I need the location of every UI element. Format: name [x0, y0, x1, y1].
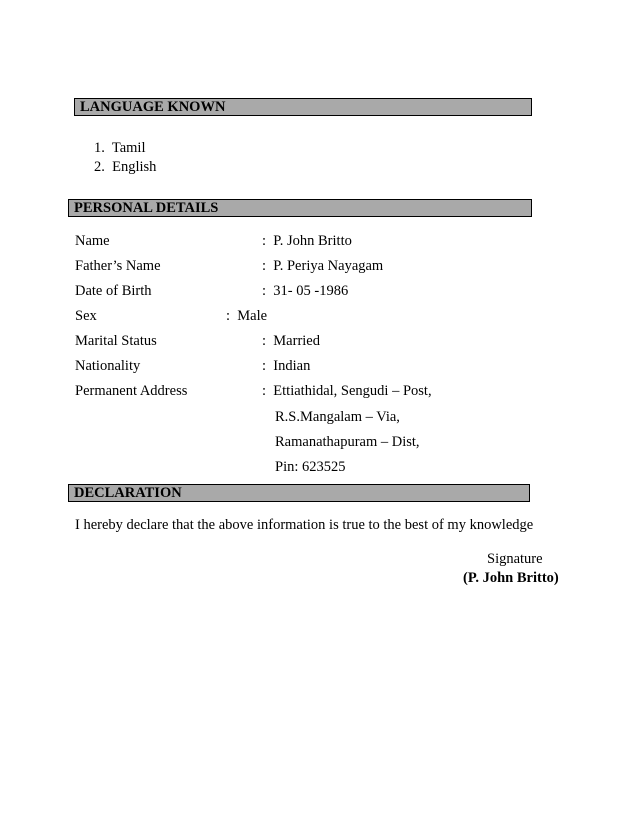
- value-text: 31- 05 -1986: [273, 283, 349, 299]
- declaration-header: DECLARATION: [68, 484, 530, 502]
- field-value-nationality: [262, 358, 310, 375]
- field-value-dob: [262, 283, 348, 300]
- language-item: [94, 159, 156, 176]
- separator: :: [262, 358, 267, 374]
- address-line: Ramanathapuram – Dist,: [275, 434, 420, 450]
- field-value-address: [262, 383, 432, 400]
- language-item: [94, 140, 146, 157]
- separator: :: [262, 233, 267, 249]
- field-value-marital-status: [262, 333, 320, 350]
- value-text: P. Periya Nayagam: [273, 258, 384, 274]
- separator: :: [262, 258, 267, 274]
- list-number: 1.: [94, 140, 105, 156]
- address-line: R.S.Mangalam – Via,: [275, 409, 400, 425]
- field-label-dob: Date of Birth: [75, 283, 152, 299]
- field-value-fathers-name: [262, 258, 383, 275]
- field-label-fathers-name: Father’s Name: [75, 258, 161, 274]
- language-name: English: [112, 159, 157, 175]
- list-number: 2.: [94, 159, 105, 175]
- personal-details-header: PERSONAL DETAILS: [68, 199, 532, 217]
- field-label-sex: Sex: [75, 308, 97, 324]
- separator: :: [262, 383, 267, 399]
- separator: :: [262, 333, 267, 349]
- signature-label: Signature: [487, 551, 543, 567]
- value-text: Ettiathidal, Sengudi – Post,: [273, 383, 432, 399]
- field-value-sex: [226, 308, 267, 325]
- separator: :: [262, 283, 267, 299]
- field-label-nationality: Nationality: [75, 358, 141, 374]
- value-text: P. John Britto: [273, 233, 352, 249]
- signature-name: (P. John Britto): [463, 570, 559, 586]
- value-text: Married: [273, 333, 320, 349]
- separator: :: [226, 308, 231, 324]
- field-value-name: [262, 233, 352, 250]
- declaration-text: I hereby declare that the above information is true to the best of my knowledge: [75, 517, 534, 533]
- language-name: Tamil: [111, 140, 146, 156]
- value-text: Male: [237, 308, 268, 324]
- field-label-address: Permanent Address: [75, 383, 188, 399]
- value-text: Indian: [273, 358, 311, 374]
- field-label-name: Name: [75, 233, 110, 249]
- language-known-header: LANGUAGE KNOWN: [74, 98, 532, 116]
- address-line: Pin: 623525: [275, 459, 346, 475]
- field-label-marital-status: Marital Status: [75, 333, 157, 349]
